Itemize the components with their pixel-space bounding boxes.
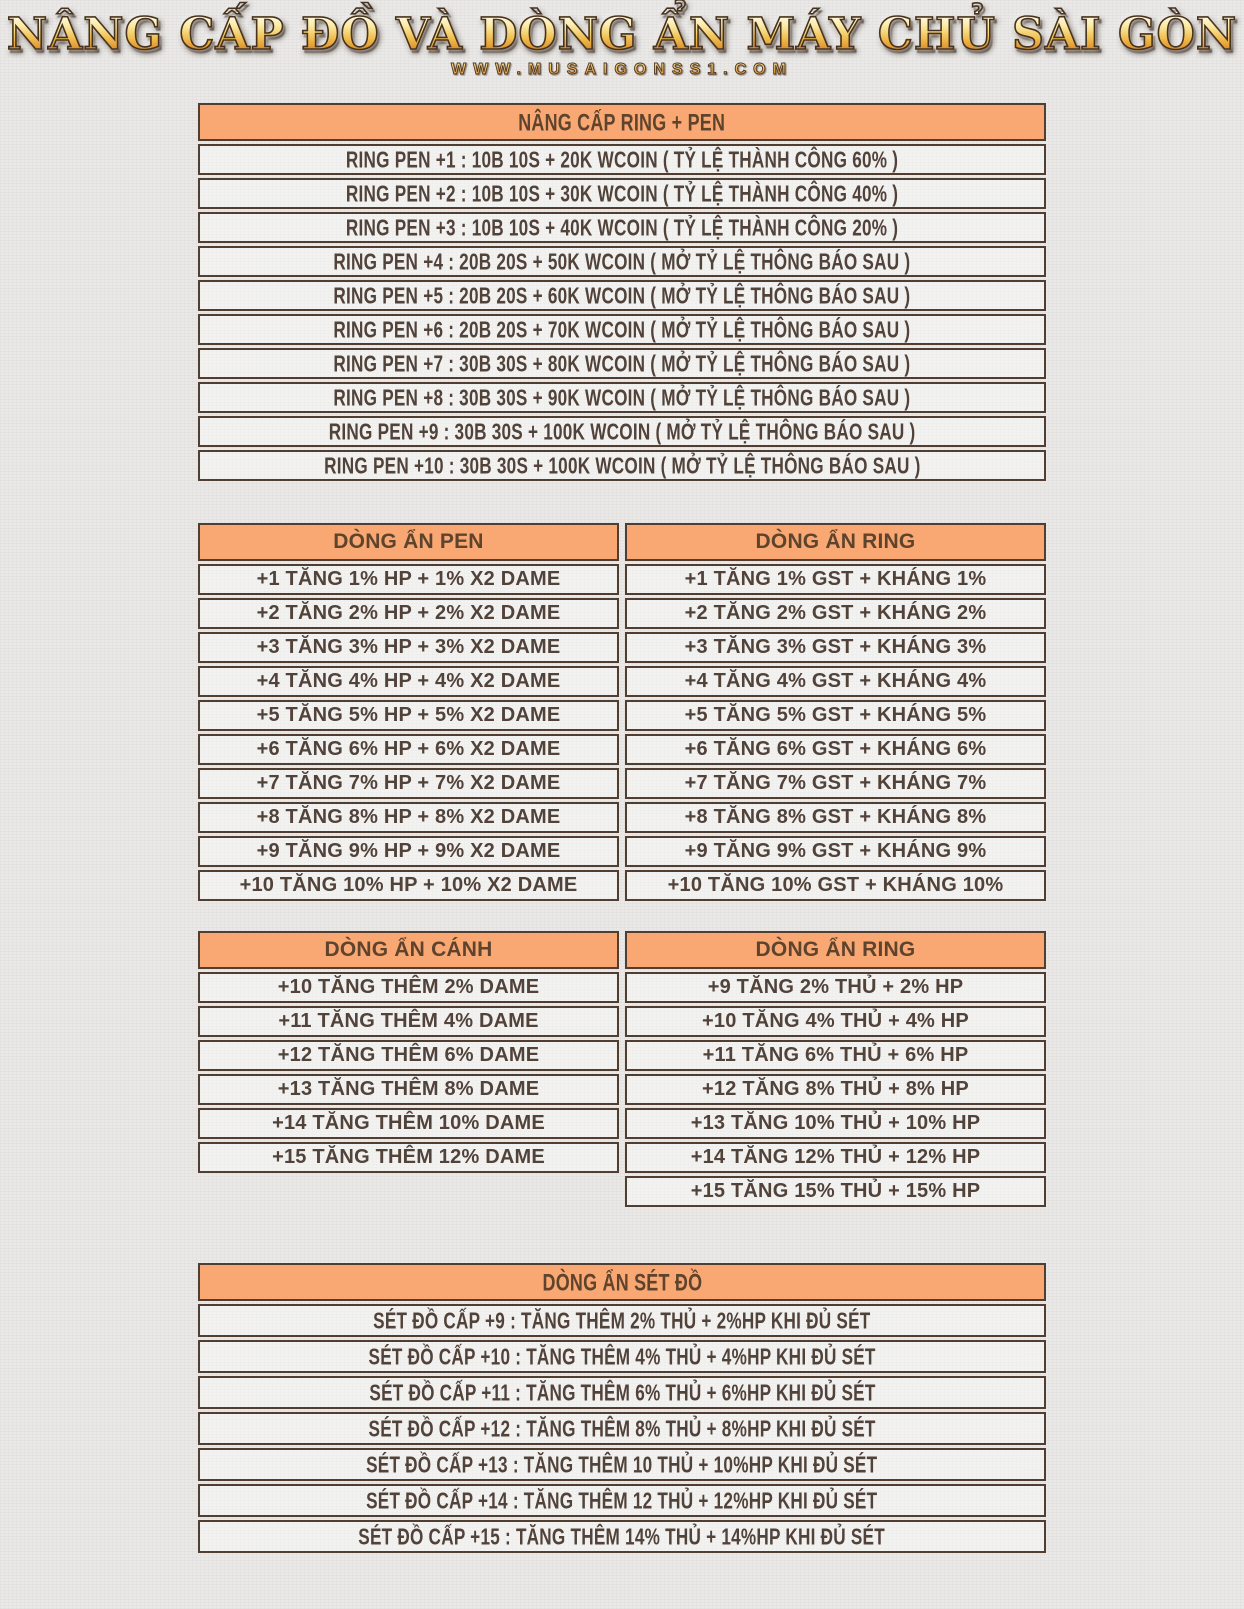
table-row bbox=[198, 1040, 619, 1071]
table-row-text: SÉT ĐỒ CẤP +14 : TĂNG THÊM 12 THỦ + 12%HP KHI ĐỦ SÉT bbox=[366, 1487, 878, 1514]
table-row bbox=[198, 178, 1046, 209]
table-row bbox=[198, 598, 619, 629]
website-url-text: WWW.MUSAIGONSS1.COM bbox=[451, 61, 793, 79]
table-row-text: +10 TĂNG 10% GST + KHÁNG 10% bbox=[667, 874, 1004, 897]
table-row bbox=[625, 564, 1046, 595]
table-row-text: RING PEN +5 : 20B 20S + 60K WCOIN ( MỞ TỶ LỆ THÔNG BÁO SAU ) bbox=[333, 282, 911, 309]
section-hidden-wing-ring bbox=[198, 931, 1046, 1207]
table-row-text: +8 TĂNG 8% GST + KHÁNG 8% bbox=[684, 806, 987, 829]
table-row-text: +1 TĂNG 1% HP + 1% X2 DAME bbox=[256, 568, 561, 591]
table-row-text: +9 TĂNG 2% THỦ + 2% HP bbox=[707, 976, 964, 999]
table-row bbox=[198, 836, 619, 867]
table-row-text: RING PEN +3 : 10B 10S + 40K WCOIN ( TỶ LỆ THÀNH CÔNG 20% ) bbox=[345, 214, 899, 241]
table-row bbox=[198, 1376, 1046, 1409]
page-title bbox=[0, 9, 1244, 60]
table-row-text: RING PEN +8 : 30B 30S + 90K WCOIN ( MỞ TỶ LỆ THÔNG BÁO SAU ) bbox=[333, 384, 911, 411]
table-row-text: +12 TĂNG 8% THỦ + 8% HP bbox=[702, 1078, 969, 1101]
table-row bbox=[198, 768, 619, 799]
table-row bbox=[198, 1074, 619, 1105]
table-header-hidden-wing bbox=[198, 931, 619, 969]
content bbox=[198, 103, 1046, 1553]
table-header-hidden-ring-upper bbox=[625, 523, 1046, 561]
table-hidden-pen bbox=[198, 523, 619, 901]
table-row-text: +10 TĂNG 4% THỦ + 4% HP bbox=[702, 1010, 969, 1033]
table-row bbox=[198, 1448, 1046, 1481]
table-hidden-wing bbox=[198, 931, 619, 1173]
table-header-text: DÒNG ẨN PEN bbox=[333, 530, 484, 554]
table-body-hidden-pen bbox=[198, 564, 619, 901]
table-row-text: +1 TĂNG 1% GST + KHÁNG 1% bbox=[684, 568, 987, 591]
table-row bbox=[198, 1520, 1046, 1553]
table-row-text: RING PEN +2 : 10B 10S + 30K WCOIN ( TỶ LỆ THÀNH CÔNG 40% ) bbox=[345, 180, 899, 207]
table-header-text: NÂNG CẤP RING + PEN bbox=[518, 108, 726, 136]
table-row bbox=[198, 972, 619, 1003]
table-row bbox=[625, 1074, 1046, 1105]
table-row-text: +8 TĂNG 8% HP + 8% X2 DAME bbox=[256, 806, 561, 829]
table-row-text: +2 TĂNG 2% HP + 2% X2 DAME bbox=[256, 602, 561, 625]
table-row-text: +2 TĂNG 2% GST + KHÁNG 2% bbox=[684, 602, 987, 625]
table-row bbox=[198, 802, 619, 833]
table-row bbox=[198, 1340, 1046, 1373]
table-row bbox=[198, 450, 1046, 481]
table-header-text: DÒNG ẨN RING bbox=[755, 938, 916, 962]
table-row bbox=[625, 768, 1046, 799]
table-row-text: +9 TĂNG 9% GST + KHÁNG 9% bbox=[684, 840, 987, 863]
table-row-text: +14 TĂNG 12% THỦ + 12% HP bbox=[690, 1146, 981, 1169]
table-row-text: +14 TĂNG THÊM 10% DAME bbox=[272, 1112, 545, 1135]
table-header-hidden-ring-lower bbox=[625, 931, 1046, 969]
table-row bbox=[198, 314, 1046, 345]
table-row bbox=[625, 1006, 1046, 1037]
table-hidden-ring-upper bbox=[625, 523, 1046, 901]
table-body-hidden-ring-upper bbox=[625, 564, 1046, 901]
table-row-text: +9 TĂNG 9% HP + 9% X2 DAME bbox=[256, 840, 561, 863]
table-row bbox=[198, 144, 1046, 175]
table-row bbox=[198, 1108, 619, 1139]
table-row bbox=[625, 836, 1046, 867]
table-row bbox=[198, 1412, 1046, 1445]
table-row bbox=[198, 348, 1046, 379]
table-row-text: +3 TĂNG 3% GST + KHÁNG 3% bbox=[684, 636, 987, 659]
table-header-hidden-pen bbox=[198, 523, 619, 561]
table-body-hidden-ring-lower bbox=[625, 972, 1046, 1207]
table-row bbox=[625, 598, 1046, 629]
table-header-text: DÒNG ẨN CÁNH bbox=[324, 938, 493, 962]
table-row bbox=[198, 564, 619, 595]
page-title-text: NÂNG CẤP ĐỒ VÀ DÒNG ẨN MÁY CHỦ SÀI GÒN bbox=[6, 9, 1238, 60]
section-hidden-pen-ring bbox=[198, 523, 1046, 901]
table-row-text: +6 TĂNG 6% HP + 6% X2 DAME bbox=[256, 738, 561, 761]
table-row bbox=[198, 870, 619, 901]
table-row-text: +15 TĂNG THÊM 12% DAME bbox=[272, 1146, 545, 1169]
table-header-text: DÒNG ẨN RING bbox=[755, 530, 916, 554]
table-row bbox=[198, 734, 619, 765]
table-row-text: +10 TĂNG THÊM 2% DAME bbox=[277, 976, 540, 999]
table-row-text: +5 TĂNG 5% GST + KHÁNG 5% bbox=[684, 704, 987, 727]
table-row-text: +5 TĂNG 5% HP + 5% X2 DAME bbox=[256, 704, 561, 727]
table-row bbox=[625, 870, 1046, 901]
table-row bbox=[625, 802, 1046, 833]
table-row-text: SÉT ĐỒ CẤP +9 : TĂNG THÊM 2% THỦ + 2%HP KHI ĐỦ SÉT bbox=[373, 1307, 871, 1334]
table-row-text: RING PEN +6 : 20B 20S + 70K WCOIN ( MỞ TỶ LỆ THÔNG BÁO SAU ) bbox=[333, 316, 911, 343]
table-row bbox=[625, 666, 1046, 697]
table-row bbox=[198, 382, 1046, 413]
table-row-text: RING PEN +10 : 30B 30S + 100K WCOIN ( MỞ TỶ LỆ THÔNG BÁO SAU ) bbox=[323, 452, 921, 479]
table-row-text: SÉT ĐỒ CẤP +12 : TĂNG THÊM 8% THỦ + 8%HP KHI ĐỦ SÉT bbox=[368, 1415, 876, 1442]
table-row-text: +4 TĂNG 4% GST + KHÁNG 4% bbox=[684, 670, 987, 693]
table-header-hidden-set bbox=[198, 1263, 1046, 1301]
table-row-text: +11 TĂNG 6% THỦ + 6% HP bbox=[702, 1044, 969, 1067]
table-row bbox=[625, 1108, 1046, 1139]
table-row bbox=[198, 1006, 619, 1037]
table-row-text: +7 TĂNG 7% GST + KHÁNG 7% bbox=[684, 772, 987, 795]
table-row bbox=[625, 1142, 1046, 1173]
table-row-text: SÉT ĐỒ CẤP +10 : TĂNG THÊM 4% THỦ + 4%HP KHI ĐỦ SÉT bbox=[368, 1343, 876, 1370]
table-row bbox=[198, 246, 1046, 277]
table-row-text: RING PEN +4 : 20B 20S + 50K WCOIN ( MỞ TỶ LỆ THÔNG BÁO SAU ) bbox=[333, 248, 911, 275]
table-row bbox=[625, 632, 1046, 663]
table-row bbox=[198, 1142, 619, 1173]
table-row bbox=[625, 972, 1046, 1003]
table-row bbox=[198, 280, 1046, 311]
table-row bbox=[198, 212, 1046, 243]
table-row bbox=[198, 666, 619, 697]
table-row-text: +13 TĂNG THÊM 8% DAME bbox=[277, 1078, 540, 1101]
website-url bbox=[0, 61, 1244, 79]
table-body-hidden-set bbox=[198, 1304, 1046, 1553]
table-row-text: +3 TĂNG 3% HP + 3% X2 DAME bbox=[256, 636, 561, 659]
table-row-text: RING PEN +9 : 30B 30S + 100K WCOIN ( MỞ TỶ LỆ THÔNG BÁO SAU ) bbox=[328, 418, 916, 445]
table-row-text: SÉT ĐỒ CẤP +13 : TĂNG THÊM 10 THỦ + 10%HP KHI ĐỦ SÉT bbox=[366, 1451, 878, 1478]
table-row bbox=[198, 416, 1046, 447]
table-row-text: +10 TĂNG 10% HP + 10% X2 DAME bbox=[239, 874, 578, 897]
table-header-text: DÒNG ẨN SÉT ĐỒ bbox=[542, 1268, 702, 1296]
table-row bbox=[625, 1176, 1046, 1207]
masthead bbox=[0, 0, 1244, 79]
table-row-text: +11 TĂNG THÊM 4% DAME bbox=[278, 1010, 539, 1033]
table-row-text: SÉT ĐỒ CẤP +15 : TĂNG THÊM 14% THỦ + 14%HP KHI ĐỦ SÉT bbox=[358, 1523, 886, 1550]
table-row-text: +7 TĂNG 7% HP + 7% X2 DAME bbox=[256, 772, 561, 795]
table-row bbox=[625, 734, 1046, 765]
table-row bbox=[198, 1304, 1046, 1337]
table-hidden-set bbox=[198, 1263, 1046, 1553]
table-row-text: +4 TĂNG 4% HP + 4% X2 DAME bbox=[256, 670, 561, 693]
table-row bbox=[198, 632, 619, 663]
table-row-text: +12 TĂNG THÊM 6% DAME bbox=[277, 1044, 540, 1067]
table-row-text: RING PEN +1 : 10B 10S + 20K WCOIN ( TỶ LỆ THÀNH CÔNG 60% ) bbox=[345, 146, 899, 173]
table-row bbox=[198, 700, 619, 731]
table-body-upgrade-ring-pen bbox=[198, 144, 1046, 481]
table-header-upgrade-ring-pen bbox=[198, 103, 1046, 141]
table-row-text: +13 TĂNG 10% THỦ + 10% HP bbox=[690, 1112, 981, 1135]
table-row-text: SÉT ĐỒ CẤP +11 : TĂNG THÊM 6% THỦ + 6%HP KHI ĐỦ SÉT bbox=[368, 1379, 876, 1406]
table-body-hidden-wing bbox=[198, 972, 619, 1173]
table-row bbox=[625, 1040, 1046, 1071]
table-row bbox=[198, 1484, 1046, 1517]
table-row-text: +15 TĂNG 15% THỦ + 15% HP bbox=[690, 1180, 981, 1203]
table-hidden-ring-lower bbox=[625, 931, 1046, 1207]
table-row bbox=[625, 700, 1046, 731]
table-upgrade-ring-pen bbox=[198, 103, 1046, 481]
table-row-text: +6 TĂNG 6% GST + KHÁNG 6% bbox=[684, 738, 987, 761]
table-row-text: RING PEN +7 : 30B 30S + 80K WCOIN ( MỞ TỶ LỆ THÔNG BÁO SAU ) bbox=[333, 350, 911, 377]
